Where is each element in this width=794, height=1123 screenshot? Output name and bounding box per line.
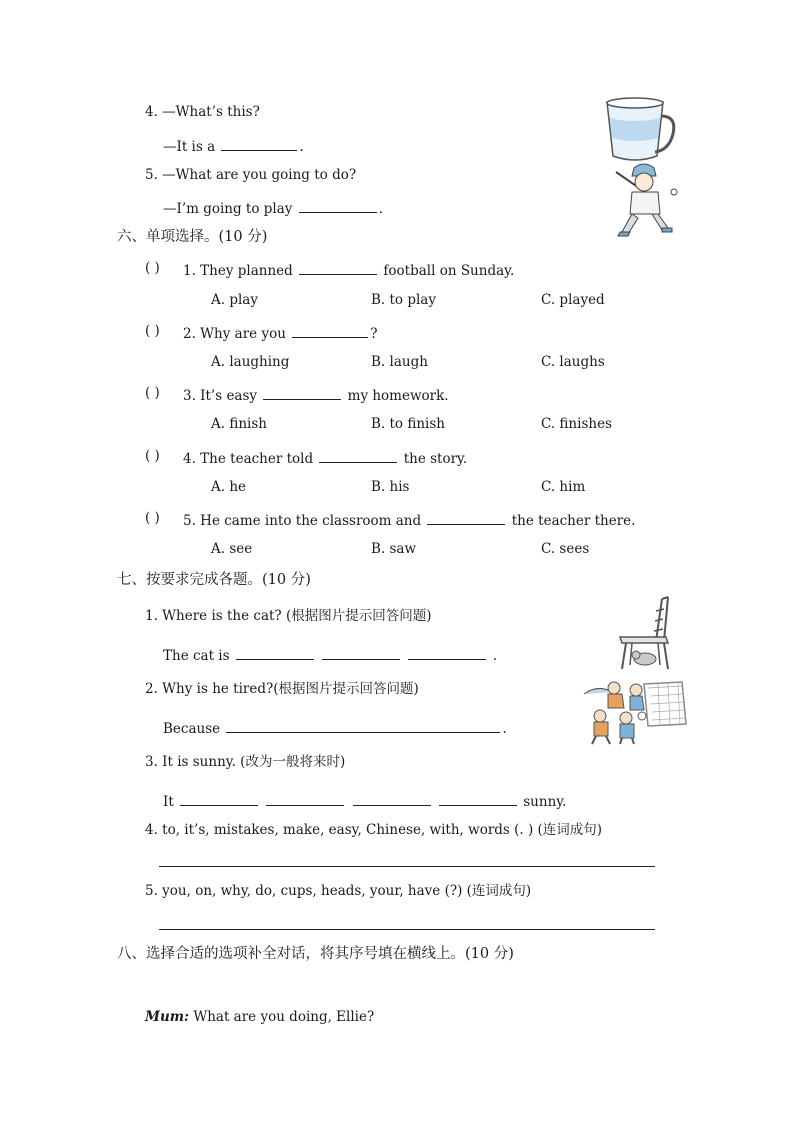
option-c: C. played — [541, 292, 605, 308]
answer-blank[interactable] — [236, 647, 314, 660]
answer-blank[interactable] — [263, 387, 341, 400]
answer-paren[interactable]: ( ) — [145, 385, 160, 401]
answer-blank[interactable] — [299, 262, 377, 275]
section7-q5: 5. you, on, why, do, cups, heads, your, have (?) (连词成句) — [145, 883, 532, 899]
option-c: C. finishes — [541, 416, 612, 432]
question-text — [183, 450, 467, 467]
question-text — [183, 325, 377, 342]
q5-5-answer-prefix: —I’m going to play — [163, 201, 293, 217]
question-text — [183, 262, 514, 279]
option-c: C. him — [541, 479, 586, 495]
chair-cat-illustration — [618, 597, 678, 671]
option-b: B. his — [371, 479, 410, 495]
option-c: C. laughs — [541, 354, 605, 370]
section7-q2-answer — [163, 720, 507, 737]
q5-5-answer — [163, 200, 383, 217]
option-b: B. laugh — [371, 354, 428, 370]
answer-blank[interactable] — [180, 793, 258, 806]
question-prefix: 4. The teacher told — [183, 451, 314, 467]
option-b: B. to finish — [371, 416, 445, 432]
section7-heading: 七、按要求完成各题。(10 分) — [117, 572, 311, 588]
question-suffix: my homework. — [347, 388, 449, 404]
option-a: A. play — [211, 292, 258, 308]
answer-paren[interactable]: ( ) — [145, 448, 160, 464]
answer-blank[interactable] — [319, 450, 397, 463]
question-suffix: football on Sunday. — [383, 263, 515, 279]
q5-4-answer — [163, 138, 304, 155]
question-text — [183, 512, 635, 529]
question-suffix: the teacher there. — [511, 513, 636, 529]
section8-heading: 八、选择合适的选项补全对话，将其序号填在横线上。(10 分) — [117, 946, 514, 962]
question-text — [183, 387, 449, 404]
answer-paren[interactable]: ( ) — [145, 260, 160, 276]
answer-prefix: It — [163, 794, 174, 810]
q5-5-answer-suffix: . — [378, 201, 384, 217]
dialogue-text: What are you doing, Ellie? — [189, 1009, 375, 1025]
section7-q1-answer — [163, 647, 497, 664]
dialogue-line — [145, 1011, 374, 1025]
option-a: A. see — [211, 541, 253, 557]
answer-blank[interactable] — [439, 793, 517, 806]
section7-q4: 4. to, it’s, mistakes, make, easy, Chinese, with, words (. ) (连词成句) — [145, 822, 603, 838]
answer-blank[interactable] — [266, 793, 344, 806]
q5-4-answer-prefix: —It is a — [163, 139, 216, 155]
question-suffix: ? — [370, 326, 378, 342]
answer-blank[interactable] — [322, 647, 400, 660]
option-a: A. laughing — [211, 354, 290, 370]
question-prefix: 1. They planned — [183, 263, 293, 279]
q5-4-question: 4. —What’s this? — [145, 104, 260, 120]
question-prefix: 2. Why are you — [183, 326, 286, 342]
answer-line[interactable] — [159, 929, 655, 930]
answer-blank[interactable] — [292, 325, 368, 338]
answer-blank[interactable] — [299, 200, 377, 213]
answer-suffix: sunny. — [523, 794, 567, 810]
baseball-boy-illustration — [612, 162, 682, 238]
answer-blank[interactable] — [427, 512, 505, 525]
section7-q3: 3. It is sunny. (改为一般将来时) — [145, 754, 346, 770]
option-b: B. saw — [371, 541, 417, 557]
answer-blank[interactable] — [221, 138, 297, 151]
section7-q2: 2. Why is he tired?(根据图片提示回答问题) — [145, 681, 419, 697]
answer-suffix: . — [492, 648, 498, 664]
answer-prefix: The cat is — [163, 648, 230, 664]
cup-illustration — [603, 96, 678, 164]
answer-blank[interactable] — [353, 793, 431, 806]
football-boys-illustration — [578, 676, 688, 746]
section7-q1: 1. Where is the cat? (根据图片提示回答问题) — [145, 608, 432, 624]
answer-suffix: . — [502, 721, 507, 737]
section7-q3-answer — [163, 793, 566, 810]
answer-prefix: Because — [163, 721, 221, 737]
option-c: C. sees — [541, 541, 590, 557]
answer-line[interactable] — [159, 866, 655, 867]
section6-heading: 六、单项选择。(10 分) — [117, 229, 268, 245]
answer-paren[interactable]: ( ) — [145, 323, 160, 339]
q5-4-answer-suffix: . — [299, 139, 304, 155]
question-suffix: the story. — [403, 451, 468, 467]
speaker-label: Mum: — [145, 1009, 190, 1025]
q5-5-question: 5. —What are you going to do? — [145, 167, 357, 183]
answer-paren[interactable]: ( ) — [145, 510, 160, 526]
answer-blank[interactable] — [226, 720, 500, 733]
question-prefix: 5. He came into the classroom and — [183, 513, 422, 529]
option-b: B. to play — [371, 292, 436, 308]
answer-blank[interactable] — [408, 647, 486, 660]
question-prefix: 3. It’s easy — [183, 388, 258, 404]
option-a: A. finish — [211, 416, 267, 432]
option-a: A. he — [211, 479, 247, 495]
